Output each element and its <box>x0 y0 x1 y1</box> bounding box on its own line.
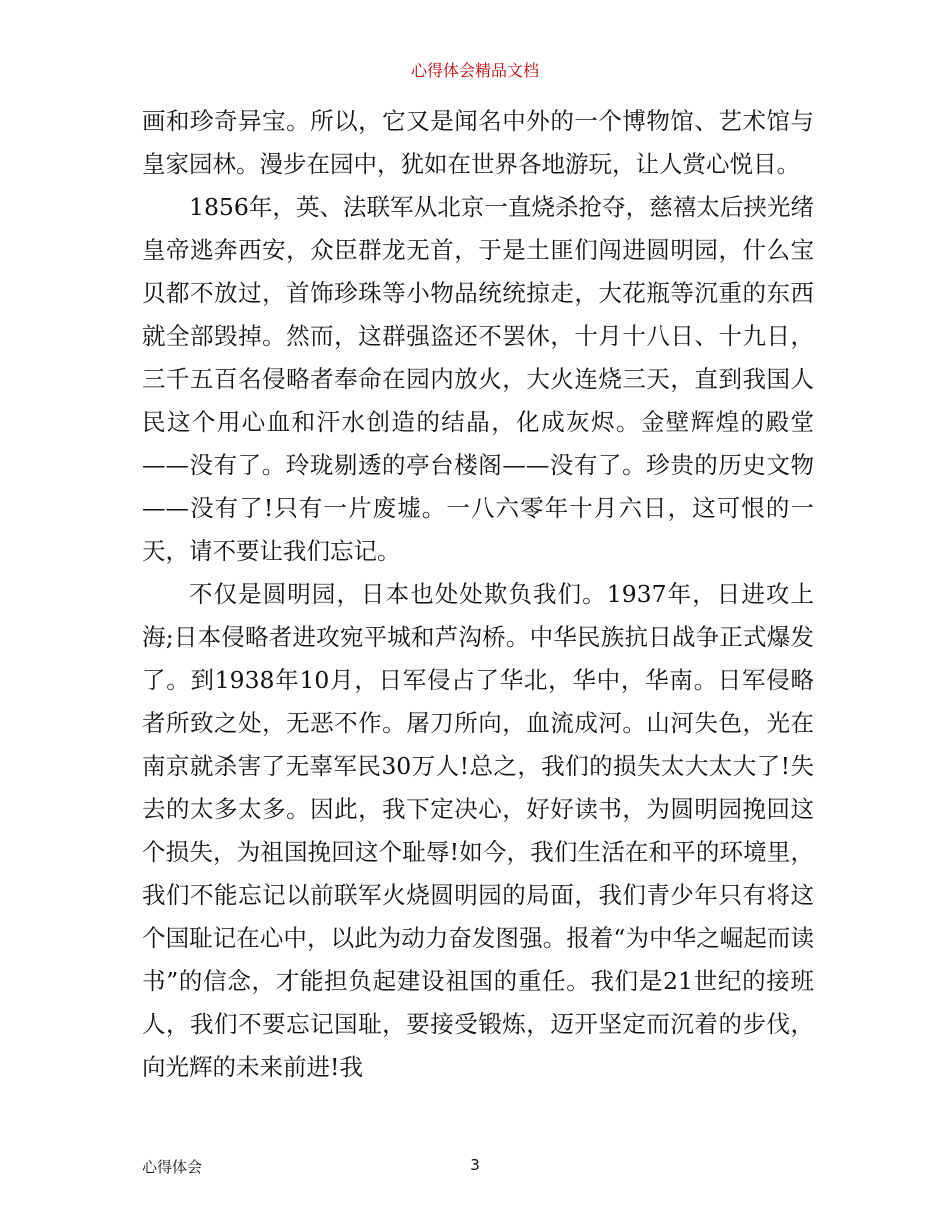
paragraph-1: 画和珍奇异宝。所以，它又是闻名中外的一个博物馆、艺术馆与皇家园林。漫步在园中，犹如在世界各地游玩，让人赏心悦目。 <box>142 107 814 178</box>
document-body <box>142 100 814 1089</box>
footer-label: 心得体会 <box>142 1158 203 1176</box>
paragraph-3: 不仅是圆明园，日本也处处欺负我们。1937年，日进攻上海;日本侵略者进攻宛平城和芦沟桥。中华民族抗日战争正式爆发了。到1938年10月，日军侵占了华北，华中，华南。日军侵略者所致之处，无恶不作。屠刀所向，血流成河。山河失色，光在南京就杀害了无辜军民30万人!总之，我们的损失太大太大了!失去的太多太多。因此，我下定决心，好好读书，为圆明园挽回这个损失，为祖国挽回这个耻辱!如今，我们生活在和平的环境里，我们不能忘记以前联军火烧圆明园的局面，我们青少年只有将这个国耻记在心中，以此为动力奋发图强。报着“为中华之崛起而读书”的信念，才能担负起建设祖国的重任。我们是21世纪的接班人，我们不要忘记国耻，要接受锻炼，迈开坚定而沉着的步伐，向光辉的未来前进!我 <box>142 580 814 1081</box>
page-header-title: 心得体会精品文档 <box>410 61 539 80</box>
paragraph-2: 1856年，英、法联军从北京一直烧杀抢夺，慈禧太后挟光绪皇帝逃奔西安，众臣群龙无首，于是土匪们闯进圆明园，什么宝贝都不放过，首饰珍珠等小物品统统掠走，大花瓶等沉重的东西就全部毁掉。然而，这群强盗还不罢休，十月十八日、十九日，三千五百名侵略者奉命在园内放火，大火连烧三天，直到我国人民这个用心血和汗水创造的结晶，化成灰烬。金壁辉煌的殿堂——没有了。玲珑剔透的亭台楼阁——没有了。珍贵的历史文物——没有了!只有一片废墟。一八六零年十月六日，这可恨的一天，请不要让我们忘记。 <box>142 193 814 565</box>
page-number: 3 <box>470 1156 480 1174</box>
